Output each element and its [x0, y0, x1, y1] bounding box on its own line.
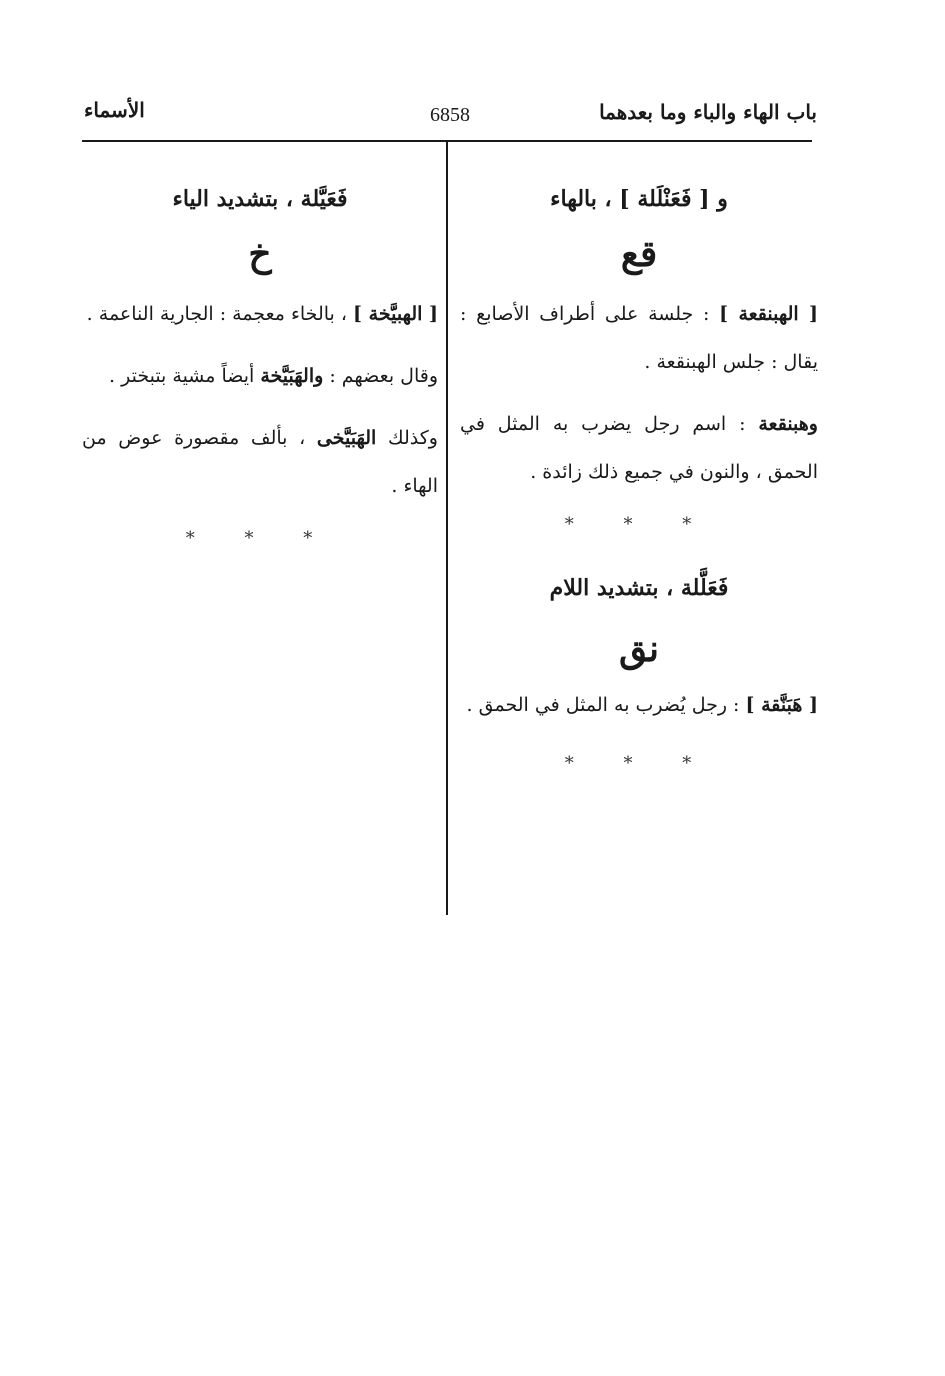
section-separator: * * *: [185, 527, 335, 549]
entry-text: أيضاً مشية بتبختر .: [109, 364, 255, 387]
page-number: 6858: [430, 104, 470, 126]
entry-paragraph: [460, 290, 818, 386]
right-column: [460, 170, 818, 774]
root-heading: خ: [248, 232, 272, 275]
section-title: و [ فَعَنْلَلة ] ، بالهاء: [550, 186, 728, 212]
entry-paragraph: [82, 290, 438, 338]
entry-headword: وهبنقعة: [758, 412, 818, 435]
section-title: فَعَيَّلة ، بتشديد الياء: [172, 186, 348, 212]
entry-text: وكذلك: [387, 426, 438, 449]
entry-text: : اسم رجل يضرب به المثل في الحمق ، والنون في جميع ذلك زائدة .: [460, 412, 818, 483]
entry-text: ، بالخاء معجمة : الجارية الناعمة .: [86, 302, 347, 325]
running-header-section: الأسماء: [84, 98, 145, 122]
running-header-chapter: باب الهاء والباء وما بعدهما: [599, 100, 817, 124]
entry-paragraph: [82, 352, 438, 400]
entry-headword: [ هَبَنَّقة ]: [745, 693, 818, 716]
column-divider: [446, 141, 448, 915]
left-column: [82, 170, 438, 549]
entry-text: : رجل يُضرب به المثل في الحمق .: [466, 693, 740, 716]
entry-headword: [ الهبنقعة ]: [719, 302, 818, 325]
entry-paragraph: [82, 414, 438, 510]
entry-text: : جلسة على أطراف الأصابع : يقال : جلس الهبنقعة .: [460, 302, 818, 373]
root-heading: قع: [620, 232, 658, 275]
entry-headword: والهَبَيَّخة: [260, 364, 324, 387]
section-separator: * * *: [564, 513, 714, 535]
entry-headword: الهَبَيَّخى: [316, 426, 377, 449]
entry-text: ، بألف مقصورة عوض من الهاء .: [82, 426, 438, 497]
entry-paragraph: [460, 681, 818, 729]
section-separator: * * *: [564, 752, 714, 774]
section-title: فَعَلَّلة ، بتشديد اللام: [549, 574, 729, 601]
entry-paragraph: [460, 400, 818, 496]
entry-headword: [ الهبيَّخة ]: [353, 302, 438, 325]
root-heading: نق: [618, 627, 660, 670]
entry-text: وقال بعضهم :: [329, 364, 438, 387]
